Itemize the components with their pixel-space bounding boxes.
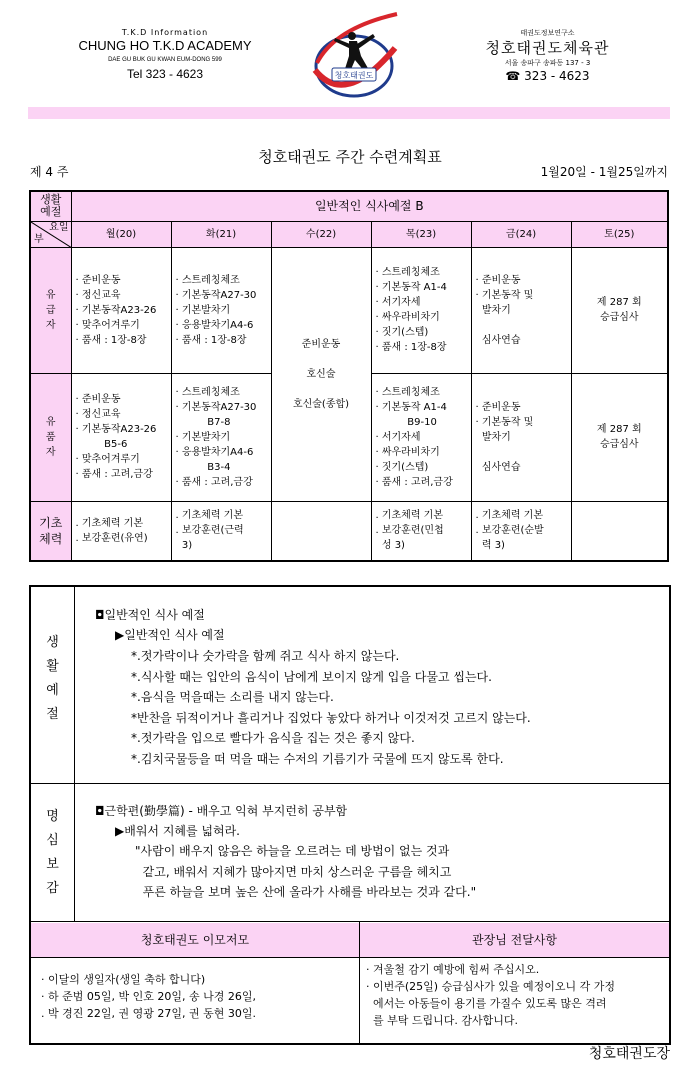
- line-item: 제 287 회: [596, 297, 642, 308]
- line-item: 푸른 하늘을 보며 높은 산에 올라가 사해를 바라보는 것과 같다.": [135, 885, 477, 899]
- row-category-dan: 유 품 자: [30, 373, 71, 501]
- weekly-schedule-table: [29, 190, 669, 562]
- line-item: · 품새 : 고려,금강: [375, 476, 453, 488]
- cell-fitness-wed: [271, 501, 371, 561]
- academy-info-right: [465, 28, 630, 84]
- line-item: 력 3): [475, 540, 505, 552]
- proverb-category: 명 심 보 감: [46, 809, 59, 896]
- corner-etiquette: 생활 예절: [30, 191, 71, 221]
- line-item: · 준비운동: [75, 394, 121, 405]
- line-item: [276, 382, 367, 397]
- section-divider-3: [31, 957, 669, 958]
- line-item: · 준비운동: [475, 401, 521, 413]
- line-item: B7-8: [175, 416, 231, 428]
- cell-grade-mon: [71, 247, 171, 373]
- notice-list: [366, 961, 615, 1029]
- etiquette-topic: 일반적인 식사예절 B: [71, 191, 668, 221]
- corner-part-label: 부: [34, 233, 44, 245]
- line-item: · 서기자세: [375, 431, 421, 443]
- news-title: 청호태권도 이모저모: [31, 923, 359, 957]
- line-item: · 준비운동: [75, 274, 121, 286]
- line-item: *.음식을 먹을때는 소리를 내지 않는다.: [131, 690, 334, 704]
- line-item: 에서는 아동들이 용기를 가질수 있도록 많은 격려: [366, 997, 607, 1010]
- line-item: · 맞추어겨루기: [75, 319, 140, 331]
- line-item: . 기초체력 기본: [375, 510, 443, 522]
- line-item: 발차기: [475, 304, 511, 316]
- day-header-mon: 월(20): [71, 221, 171, 247]
- line-item: · 품새 : 고려,금강: [175, 476, 253, 488]
- line-item: · 기본동작A23-26: [75, 304, 157, 316]
- cell-dan-tue: [171, 373, 271, 501]
- day-header-fri: 금(24): [471, 221, 571, 247]
- day-header-thu: 목(23): [371, 221, 471, 247]
- academy-tel-ko: ☎ 323 - 4623: [505, 69, 590, 83]
- cell-fitness-sat: [571, 501, 668, 561]
- line-item: · 스트레칭체조: [175, 386, 240, 398]
- corner-day-part: [30, 221, 71, 247]
- pink-divider: [28, 107, 670, 119]
- line-item: B9-10: [375, 416, 437, 428]
- info-subtitle-ko: 태권도정보연구소: [520, 29, 575, 37]
- line-item: [476, 318, 567, 333]
- line-item: · 짓기(스텝): [375, 327, 429, 338]
- line-item: · 맞추어겨루기: [75, 454, 140, 465]
- line-item: · 기본동작 및: [475, 416, 534, 428]
- cell-grade-tue: [171, 247, 271, 373]
- line-item: · 기본동작 및: [475, 289, 534, 301]
- etiquette-heading: ◘일반적인 식사 예절: [95, 608, 205, 622]
- line-item: · 준비운동: [475, 274, 521, 286]
- line-item: · 기본동작 A1-4: [375, 401, 447, 413]
- line-item: . 박 경진 22일, 권 영광 27일, 권 동현 30일.: [41, 1007, 256, 1020]
- line-item: · 싸우라비차기: [375, 312, 440, 323]
- notice-title: 관장님 전달사항: [360, 923, 669, 957]
- line-item: 호신술: [306, 368, 336, 380]
- cell-grade-sat: [571, 247, 668, 373]
- line-item: 같고, 배워서 지혜가 많아지면 마치 상스러운 구름을 헤치고: [135, 864, 452, 879]
- cell-wed-merged: [271, 247, 371, 501]
- line-item: 발차기: [475, 431, 511, 443]
- proverb-text: [135, 841, 476, 903]
- line-item: . 기초체력 기본: [75, 517, 143, 529]
- proverb-subheading: ▶배워서 지혜를 넓혀라.: [115, 824, 241, 838]
- line-item: · 정신교육: [75, 289, 121, 301]
- line-item: · 겨울철 감기 예방에 힘써 주십시오.: [366, 963, 540, 976]
- cell-dan-fri: [471, 373, 571, 501]
- line-item: 제 287 회: [596, 424, 642, 435]
- section-divider-2: [31, 921, 669, 922]
- line-item: 승급심사: [599, 439, 639, 450]
- cell-fitness-tue: [171, 501, 271, 561]
- line-item: · 품새 : 1장-8장: [375, 342, 447, 353]
- line-item: *반찬을 뒤적이거나 흘리거나 집었다 놓았다 하거나 이것저것 고르지 않는다.: [131, 710, 531, 725]
- cell-dan-thu: [371, 373, 471, 501]
- line-item: · 하 준범 05일, 박 인호 20일, 송 나경 26일,: [41, 990, 256, 1003]
- line-item: · 스트레칭체조: [175, 274, 240, 286]
- row-category-grade: 유 급 자: [30, 247, 71, 373]
- line-item: · 응용발차기A4-6: [175, 319, 254, 331]
- category-divider: [74, 587, 75, 921]
- line-item: *.젓가락을 입으로 빨다가 음식을 집는 것은 좋지 않다.: [131, 731, 415, 745]
- academy-name-en: CHUNG HO T.K.D ACADEMY: [78, 38, 252, 53]
- line-item: · 이달의 생일자(생일 축하 합니다): [41, 973, 206, 986]
- cell-fitness-mon: [71, 501, 171, 561]
- line-item: . 기초체력 기본: [475, 510, 543, 522]
- proverb-heading: ◘근학편(勤學篇) - 배우고 익혀 부지런히 공부함: [95, 804, 348, 818]
- line-item: "사람이 배우지 않음은 하늘을 오르려는 데 방법이 없는 것과: [135, 844, 450, 858]
- cell-fitness-fri: [471, 501, 571, 561]
- corner-day-label: 요일: [49, 221, 69, 233]
- line-item: · 싸우라비차기: [375, 446, 440, 458]
- cell-grade-fri: [471, 247, 571, 373]
- news-list: [41, 971, 256, 1022]
- etiquette-category: 생 활 예 절: [46, 635, 59, 722]
- line-item: *.젓가락이나 숫가락을 함께 쥐고 식사 하지 않는다.: [131, 649, 400, 663]
- line-item: 심사연습: [475, 334, 521, 346]
- line-item: · 스트레칭체조: [375, 386, 440, 398]
- info-box: [29, 585, 671, 1045]
- info-subtitle: T.K.D Information: [121, 28, 209, 37]
- line-item: · 스트레칭체조: [375, 267, 440, 278]
- line-item: *.김치국물등을 떠 먹을 때는 수저의 기름기가 국물에 뜨지 않도록 한다.: [131, 751, 504, 766]
- day-header-sat: 토(25): [571, 221, 668, 247]
- line-item: [276, 352, 367, 367]
- line-item: 승급심사: [599, 312, 639, 323]
- line-item: 준비운동: [301, 338, 341, 350]
- logo-text: 청호태권도: [334, 71, 374, 80]
- line-item: · 기본동작A27-30: [175, 401, 257, 413]
- cell-fitness-thu: [371, 501, 471, 561]
- cell-grade-thu: [371, 247, 471, 373]
- line-item: · 품새 : 1장-8장: [175, 334, 247, 346]
- week-number: 제 4 주: [30, 165, 69, 179]
- line-item: [476, 445, 567, 460]
- line-item: · 기본동작A23-26: [75, 424, 157, 435]
- day-header-tue: 화(21): [171, 221, 271, 247]
- line-item: . 보강훈련(근력: [175, 525, 244, 537]
- line-item: · 서기자세: [375, 297, 421, 308]
- line-item: · 응용발차기A4-6: [175, 446, 254, 458]
- line-item: · 품새 : 1장-8장: [75, 334, 147, 346]
- academy-address-ko: 서울 송파구 송파동 137 - 3: [504, 59, 591, 67]
- page-title: 청호태권도 주간 수련계획표: [258, 148, 442, 166]
- academy-info-left: [60, 28, 270, 82]
- line-item: · 정신교육: [75, 409, 121, 420]
- academy-tel-en: Tel 323 - 4623: [126, 67, 204, 81]
- date-range: 1월20일 - 1월25일까지: [540, 165, 668, 179]
- section-divider-1: [31, 783, 669, 784]
- line-item: · 기본발차기: [175, 304, 231, 316]
- line-item: · 기본발차기: [175, 431, 231, 443]
- line-item: · 기본동작 A1-4: [375, 282, 447, 293]
- line-item: B5-6: [75, 439, 128, 450]
- line-item: . 기초체력 기본: [175, 510, 243, 522]
- signature: 청호태권도장: [588, 1046, 670, 1062]
- line-item: · 품새 : 고려,금강: [75, 469, 153, 480]
- line-item: 호신술(종합): [292, 398, 350, 410]
- cell-dan-sat: [571, 373, 668, 501]
- line-item: 성 3): [375, 540, 405, 552]
- line-item: · 짓기(스텝): [375, 461, 429, 473]
- academy-name-ko: 청호태권도체육관: [485, 39, 610, 57]
- academy-logo: [305, 8, 403, 108]
- line-item: . 보강훈련(순발: [475, 525, 544, 537]
- line-item: · 기본동작A27-30: [175, 289, 257, 301]
- row-category-fitness: 기초 체력: [30, 501, 71, 561]
- line-item: 심사연습: [475, 461, 521, 473]
- line-item: 3): [175, 540, 193, 552]
- etiquette-list: [131, 646, 531, 769]
- academy-address-en: DAE GU BUK GU KWAN EUM-DONG 599: [108, 57, 222, 63]
- line-item: 를 부탁 드립니다. 감사합니다.: [366, 1014, 518, 1027]
- line-item: · 이번주(25일) 승급심사가 있을 예정이오니 각 가정: [366, 980, 615, 993]
- etiquette-subheading: ▶일반적인 식사 예절: [115, 628, 225, 642]
- line-item: . 보강훈련(민첩: [375, 525, 444, 537]
- day-header-wed: 수(22): [271, 221, 371, 247]
- line-item: B3-4: [175, 461, 231, 473]
- line-item: . 보강훈련(유연): [75, 532, 148, 544]
- cell-dan-mon: [71, 373, 171, 501]
- line-item: *.식사할 때는 입안의 음식이 남에게 보이지 않게 입을 다물고 씹는다.: [131, 669, 492, 684]
